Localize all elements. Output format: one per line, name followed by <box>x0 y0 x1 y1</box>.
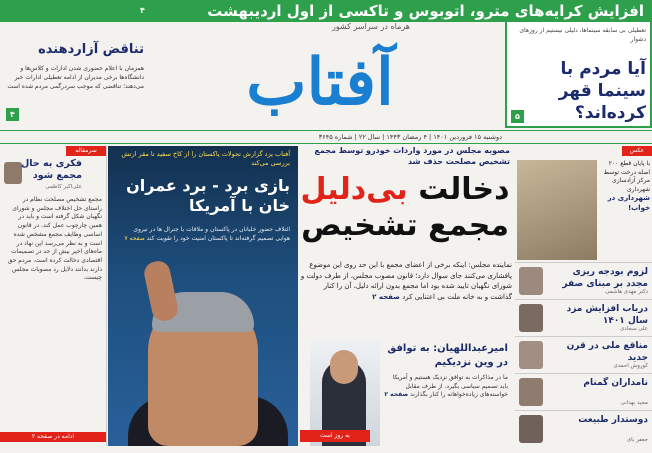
second-story-body-text: ما در مذاکرات به توافق نزدیک هستیم و آمریکا باید تصمیم سیاسی بگیرد. از طرف مقابل خواسته‌های زیاده‌خواهانه را کنار بگذارند <box>392 374 508 398</box>
second-story-page-ref[interactable]: صفحه ۲ <box>384 391 409 398</box>
main-lead <box>300 260 512 302</box>
list-item[interactable] <box>515 262 652 299</box>
top-headline[interactable]: افزایش کرایه‌های مترو، اتوبوس و تاکسی از اول اردیبهشت <box>207 2 644 20</box>
author-avatar <box>519 341 543 369</box>
author-avatar <box>519 415 543 443</box>
photo-body <box>118 226 290 243</box>
right-column-photo <box>517 160 597 260</box>
list-item[interactable] <box>515 373 652 410</box>
teaser-left-body: همزمان با اعلام حضوری شدن ادارات و کلاس‌ها و دانشگاه‌ها برخی مدیران از ادامه تعطیلی ادارات خبر می‌دهند؛ تناقضی که موجب سردرگمی مردم شده است <box>7 65 144 90</box>
top-page-badge: ۴ <box>136 4 149 17</box>
list-item[interactable] <box>515 336 652 373</box>
right-photo-caption-title: شهرداری در خواب! <box>607 194 650 212</box>
author-avatar <box>519 304 543 332</box>
second-story-title[interactable]: امیرعبداللهیان: به توافق در وین نزدیکیم <box>387 343 508 368</box>
list-item-author: جعفر بای <box>626 437 648 443</box>
masthead-logo: آفتاب <box>246 45 394 120</box>
list-item-title: دوستدار طبیعت <box>578 415 648 425</box>
list-item-author: کوروش احمدی <box>613 363 648 369</box>
right-column-label: عکس <box>622 146 652 156</box>
list-item-title: نامداران گمنام <box>583 378 648 388</box>
teaser-right-desc: تعطیلی بی سابقه سینماها، دلیلی نیستیم از روزهای دشوار <box>519 27 646 43</box>
main-lead-text: نماینده مجلس: اینکه برخی از اعضای مجمع با این حد روی این موضوع پافشاری می‌کنند جای سوال دارد؛ قانون مصوب مجلس، از طرف دولت و شورای نگهبان تایید شده بود اما مجمع بدون ارائه دلیل، آن را کنار گذاشت و به خانه ملت بی اعتنایی کرد <box>300 261 512 301</box>
photo-caption: آفتاب یزد گزارش تحولات پاکستان را از کاخ سفید تا مقر ارتش بررسی می‌کند <box>121 150 290 167</box>
photo-story[interactable] <box>108 146 298 446</box>
main-headline-c: مجمع تشخیص <box>301 208 509 243</box>
main-headline-a: دخالت <box>418 172 510 207</box>
editorial-label: سرمقاله <box>66 146 106 156</box>
list-item-title: لزوم بودجه ریزی مجدد بر مبنای صفر <box>562 267 648 289</box>
editorial-title[interactable]: فکری به حال مجمع شود <box>21 158 82 181</box>
list-item[interactable] <box>515 410 652 447</box>
author-avatar <box>519 378 543 406</box>
top-headline-bar <box>0 0 652 22</box>
list-item-title: مناقع ملی در قرن جدید <box>566 341 648 363</box>
main-headline-b: بی‌دلیل <box>300 172 408 207</box>
right-column-caption[interactable] <box>598 160 650 213</box>
top-subline: هرماه در سراسر کشور <box>332 22 410 31</box>
right-column <box>515 146 652 446</box>
teaser-box-left[interactable] <box>0 36 150 128</box>
dateline-text: دوشنبه ۱۵ فروردین ۱۴۰۱ | ۴ رمضان ۱۴۴۳ | سال ۲۲ | شماره ۳۶۴۵ <box>318 133 502 141</box>
teaser-right-badge: ۵ <box>511 110 524 123</box>
raised-finger-hand <box>142 259 180 323</box>
list-item-author: مجید بهدانی <box>620 400 648 406</box>
list-item[interactable] <box>515 299 652 336</box>
list-item-author: علی سجادی <box>619 326 648 332</box>
teaser-right-title[interactable]: آیا مردم با سینما قهر کرده‌اند؟ <box>558 59 646 123</box>
list-item-title: درباب افزایش مزد سال ۱۴۰۱ <box>566 304 648 326</box>
dateline <box>0 130 652 144</box>
list-item-author: دکتر مهدی هاشمی <box>605 289 648 295</box>
main-headline[interactable] <box>300 172 510 244</box>
main-page-ref[interactable]: صفحه ۲ <box>372 292 400 301</box>
editorial-body: مجمع تشخیص مصلحت نظام در راستای حل اختلاف مجلس و شورای نگهبان شکل گرفته است و باید در همین چارچوب عمل کند. در قانون اساسی وظایف مجمع مشخص شده است و به نظر می‌رسد این نهاد در ماه‌های اخیر بیش از حد در تصمیمات اقتصادی دخالت کرده است. مردم حق دارند بدانند دلایل رد مصوبات مجلس چیست. <box>7 196 102 282</box>
stamp-badge: به روز است <box>300 430 370 442</box>
author-avatar <box>519 267 543 295</box>
teaser-box-right[interactable] <box>505 20 652 128</box>
teaser-left-badge: ۴ <box>6 108 19 121</box>
photo-page-ref[interactable]: صفحه ۷ <box>124 234 145 242</box>
second-story-body <box>383 374 508 400</box>
main-kicker: مصوبه مجلس در مورد واردات خودرو توسط مجمع تشخیص مصلحت حذف شد <box>314 146 510 166</box>
editorial-continue[interactable]: ادامه در صفحه ۲ <box>0 432 106 442</box>
photo-title[interactable]: بازی برد - برد عمران خان با آمریکا <box>126 176 290 215</box>
editorial-column <box>0 146 107 446</box>
editorial-author: علی‌اکبر کاظمی <box>45 184 82 190</box>
photo-body-text: ائتلاف حضور خلبانان در پاکستان و ملاقات با جنرال ها در نیروی هوایی تصمیم گرفته‌اند تا پاکستان امنیت خود را تقویت کند <box>133 226 290 242</box>
teaser-left-title[interactable]: تناقض آزاردهنده <box>38 42 144 57</box>
second-story-face <box>330 350 358 384</box>
right-photo-caption: با پایان قطع ۲۰۰ اصله درخت توسط مرکز آزادسازی شهرداری <box>603 160 650 193</box>
